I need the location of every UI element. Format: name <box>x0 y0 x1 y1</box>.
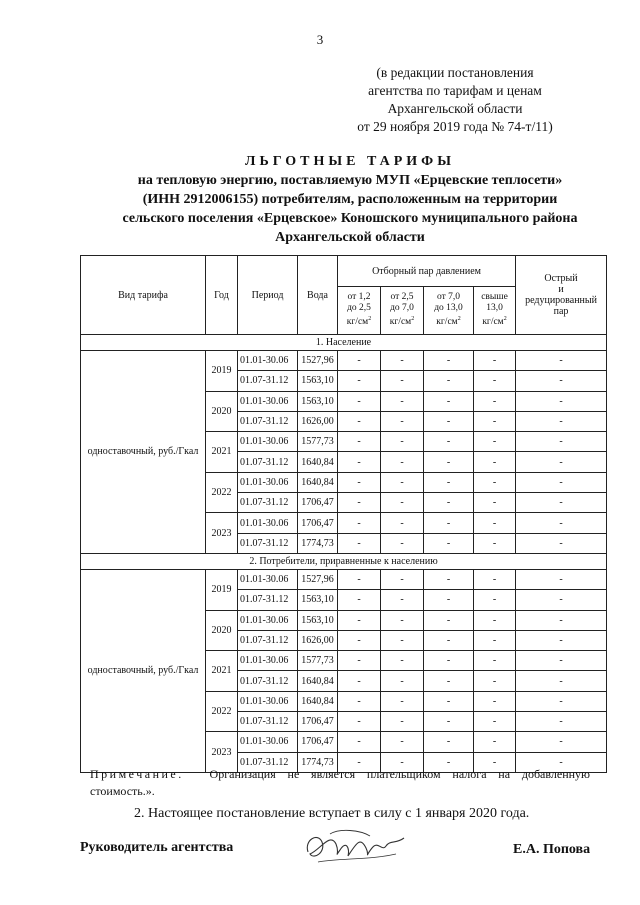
header-sharp-line: редуцированный <box>525 295 597 306</box>
year-cell: 2021 <box>206 651 238 692</box>
period-cell: 01.01-30.06 <box>238 472 298 492</box>
empty-tariff-cell: - <box>474 513 516 533</box>
header-steam-sub <box>381 287 424 335</box>
unit-text: кг/см <box>436 317 458 328</box>
empty-tariff-cell: - <box>381 472 424 492</box>
unit-text: кг/см <box>389 317 412 328</box>
empty-tariff-cell: - <box>424 472 474 492</box>
empty-tariff-cell: - <box>381 732 424 752</box>
unit-exponent: 2 <box>368 316 372 323</box>
water-tariff-cell: 1577,73 <box>298 651 338 671</box>
water-tariff-cell: 1640,84 <box>298 452 338 472</box>
note <box>90 766 590 800</box>
empty-tariff-cell: - <box>516 671 607 691</box>
water-tariff-cell: 1706,47 <box>298 732 338 752</box>
section-title: 2. Потребители, приравненные к населению <box>81 553 607 569</box>
water-tariff-cell: 1563,10 <box>298 371 338 391</box>
empty-tariff-cell: - <box>474 712 516 732</box>
empty-tariff-cell: - <box>474 472 516 492</box>
section-row <box>81 335 607 351</box>
water-tariff-cell: 1774,73 <box>298 533 338 553</box>
empty-tariff-cell: - <box>338 712 381 732</box>
empty-tariff-cell: - <box>338 671 381 691</box>
water-tariff-cell: 1706,47 <box>298 513 338 533</box>
water-tariff-cell: 1640,84 <box>298 472 338 492</box>
period-cell: 01.07-31.12 <box>238 752 298 772</box>
header-steam-sub <box>474 287 516 335</box>
empty-tariff-cell: - <box>424 671 474 691</box>
period-cell: 01.07-31.12 <box>238 411 298 431</box>
empty-tariff-cell: - <box>381 630 424 650</box>
water-tariff-cell: 1626,00 <box>298 411 338 431</box>
empty-tariff-cell: - <box>516 432 607 452</box>
empty-tariff-cell: - <box>516 452 607 472</box>
empty-tariff-cell: - <box>474 452 516 472</box>
redaction-line: агентства по тарифам и ценам <box>368 83 542 98</box>
empty-tariff-cell: - <box>338 472 381 492</box>
empty-tariff-cell: - <box>474 590 516 610</box>
header-steam-sub-unit <box>383 314 421 328</box>
empty-tariff-cell: - <box>424 569 474 589</box>
empty-tariff-cell: - <box>516 513 607 533</box>
empty-tariff-cell: - <box>474 533 516 553</box>
empty-tariff-cell: - <box>474 671 516 691</box>
empty-tariff-cell: - <box>516 732 607 752</box>
header-sharp-line: пар <box>553 306 569 317</box>
empty-tariff-cell: - <box>338 752 381 772</box>
empty-tariff-cell: - <box>474 351 516 371</box>
empty-tariff-cell: - <box>424 610 474 630</box>
unit-text: кг/см <box>346 317 369 328</box>
section-title: 1. Население <box>81 335 607 351</box>
empty-tariff-cell: - <box>424 371 474 391</box>
empty-tariff-cell: - <box>338 533 381 553</box>
empty-tariff-cell: - <box>474 411 516 431</box>
redaction-line: (в редакции постановления <box>376 65 534 80</box>
empty-tariff-cell: - <box>338 630 381 650</box>
empty-tariff-cell: - <box>381 513 424 533</box>
header-period: Период <box>238 256 298 335</box>
year-cell: 2023 <box>206 732 238 773</box>
empty-tariff-cell: - <box>381 351 424 371</box>
empty-tariff-cell: - <box>338 590 381 610</box>
empty-tariff-cell: - <box>474 691 516 711</box>
empty-tariff-cell: - <box>424 630 474 650</box>
empty-tariff-cell: - <box>424 391 474 411</box>
empty-tariff-cell: - <box>474 371 516 391</box>
empty-tariff-cell: - <box>424 732 474 752</box>
year-cell: 2020 <box>206 391 238 432</box>
empty-tariff-cell: - <box>516 411 607 431</box>
empty-tariff-cell: - <box>338 432 381 452</box>
empty-tariff-cell: - <box>381 569 424 589</box>
header-steam-sub <box>424 287 474 335</box>
empty-tariff-cell: - <box>516 712 607 732</box>
empty-tariff-cell: - <box>338 732 381 752</box>
empty-tariff-cell: - <box>474 569 516 589</box>
unit-exponent: 2 <box>503 316 507 323</box>
empty-tariff-cell: - <box>381 432 424 452</box>
year-cell: 2020 <box>206 610 238 651</box>
header-steam-sub-unit <box>426 314 471 328</box>
year-cell: 2021 <box>206 432 238 473</box>
period-cell: 01.01-30.06 <box>238 351 298 371</box>
redaction-note <box>330 64 580 136</box>
period-cell: 01.01-30.06 <box>238 432 298 452</box>
header-steam-sub-line: до 2,5 <box>347 303 371 314</box>
period-cell: 01.01-30.06 <box>238 513 298 533</box>
water-tariff-cell: 1577,73 <box>298 432 338 452</box>
empty-tariff-cell: - <box>516 590 607 610</box>
tariff-kind: одноставочный, руб./Гкал <box>81 569 206 772</box>
empty-tariff-cell: - <box>516 533 607 553</box>
empty-tariff-cell: - <box>516 651 607 671</box>
period-cell: 01.01-30.06 <box>238 651 298 671</box>
document-title <box>80 152 620 247</box>
empty-tariff-cell: - <box>474 493 516 513</box>
year-cell: 2019 <box>206 351 238 392</box>
page-number: 3 <box>316 32 324 47</box>
period-cell: 01.01-30.06 <box>238 732 298 752</box>
header-sharp-steam <box>516 256 607 335</box>
empty-tariff-cell: - <box>338 513 381 533</box>
header-steam: Отборный пар давлением <box>338 256 516 287</box>
title-line: сельского поселения «Ерцевское» Коношского муниципального района <box>122 211 578 226</box>
water-tariff-cell: 1527,96 <box>298 351 338 371</box>
header-steam-sub-line: от 2,5 <box>390 292 414 303</box>
empty-tariff-cell: - <box>516 371 607 391</box>
empty-tariff-cell: - <box>424 590 474 610</box>
water-tariff-cell: 1706,47 <box>298 712 338 732</box>
empty-tariff-cell: - <box>424 691 474 711</box>
unit-text: кг/см <box>482 317 504 328</box>
note-text: Организация не является плательщиком налога на добавленную стоимость.». <box>90 767 591 798</box>
empty-tariff-cell: - <box>424 351 474 371</box>
empty-tariff-cell: - <box>424 712 474 732</box>
empty-tariff-cell: - <box>516 391 607 411</box>
header-kind: Вид тарифа <box>81 256 206 335</box>
header-steam-sub-unit <box>476 314 513 328</box>
year-cell: 2023 <box>206 513 238 554</box>
redaction-line: от 29 ноября 2019 года № 74-т/11) <box>357 119 553 134</box>
empty-tariff-cell: - <box>516 351 607 371</box>
period-cell: 01.01-30.06 <box>238 391 298 411</box>
water-tariff-cell: 1626,00 <box>298 630 338 650</box>
empty-tariff-cell: - <box>424 493 474 513</box>
empty-tariff-cell: - <box>338 411 381 431</box>
tariff-kind: одноставочный, руб./Гкал <box>81 351 206 554</box>
empty-tariff-cell: - <box>338 691 381 711</box>
empty-tariff-cell: - <box>474 610 516 630</box>
empty-tariff-cell: - <box>424 432 474 452</box>
tariffs-table <box>80 255 607 773</box>
empty-tariff-cell: - <box>338 391 381 411</box>
water-tariff-cell: 1706,47 <box>298 493 338 513</box>
empty-tariff-cell: - <box>424 752 474 772</box>
header-steam-sub-line: 13,0 <box>486 303 503 314</box>
water-tariff-cell: 1563,10 <box>298 590 338 610</box>
header-steam-sub-line: от 1,2 <box>347 292 371 303</box>
empty-tariff-cell: - <box>338 569 381 589</box>
empty-tariff-cell: - <box>381 712 424 732</box>
period-cell: 01.07-31.12 <box>238 493 298 513</box>
empty-tariff-cell: - <box>381 493 424 513</box>
title-line: (ИНН 2912006155) потребителям, расположенным на территории <box>142 192 558 207</box>
header-water: Вода <box>298 256 338 335</box>
title-line: Архангельской области <box>275 230 425 245</box>
redaction-line: Архангельской области <box>387 101 523 116</box>
header-steam-sub-line: до 7,0 <box>390 303 414 314</box>
clause-2: 2. Настоящее постановление вступает в силу с 1 января 2020 года. <box>134 806 530 821</box>
empty-tariff-cell: - <box>381 533 424 553</box>
header-sharp-line: Острый <box>544 273 578 284</box>
empty-tariff-cell: - <box>424 651 474 671</box>
period-cell: 01.07-31.12 <box>238 671 298 691</box>
header-steam-sub-line: от 7,0 <box>436 292 461 303</box>
handwritten-signature <box>300 822 410 870</box>
empty-tariff-cell: - <box>338 610 381 630</box>
year-cell: 2022 <box>206 472 238 513</box>
empty-tariff-cell: - <box>474 752 516 772</box>
period-cell: 01.07-31.12 <box>238 371 298 391</box>
empty-tariff-cell: - <box>516 569 607 589</box>
empty-tariff-cell: - <box>338 651 381 671</box>
empty-tariff-cell: - <box>474 732 516 752</box>
empty-tariff-cell: - <box>424 513 474 533</box>
empty-tariff-cell: - <box>516 610 607 630</box>
empty-tariff-cell: - <box>381 452 424 472</box>
period-cell: 01.01-30.06 <box>238 569 298 589</box>
header-steam-sub-unit <box>340 314 378 328</box>
water-tariff-cell: 1563,10 <box>298 391 338 411</box>
title-line: на тепловую энергию, поставляемую МУП «Ерцевские теплосети» <box>137 173 563 188</box>
unit-exponent: 2 <box>457 316 461 323</box>
header-steam-sub-line: свыше <box>481 292 508 303</box>
empty-tariff-cell: - <box>338 371 381 391</box>
empty-tariff-cell: - <box>474 432 516 452</box>
table-row <box>81 351 607 371</box>
empty-tariff-cell: - <box>474 391 516 411</box>
period-cell: 01.07-31.12 <box>238 630 298 650</box>
empty-tariff-cell: - <box>381 651 424 671</box>
empty-tariff-cell: - <box>381 752 424 772</box>
header-steam-sub <box>338 287 381 335</box>
empty-tariff-cell: - <box>381 610 424 630</box>
period-cell: 01.07-31.12 <box>238 712 298 732</box>
period-cell: 01.07-31.12 <box>238 452 298 472</box>
title-main: ЛЬГОТНЫЕ ТАРИФЫ <box>245 154 455 169</box>
empty-tariff-cell: - <box>381 411 424 431</box>
signatory-name: Е.А. Попова <box>513 842 591 857</box>
empty-tariff-cell: - <box>424 452 474 472</box>
empty-tariff-cell: - <box>338 351 381 371</box>
empty-tariff-cell: - <box>474 651 516 671</box>
empty-tariff-cell: - <box>381 371 424 391</box>
year-cell: 2019 <box>206 569 238 610</box>
period-cell: 01.07-31.12 <box>238 533 298 553</box>
water-tariff-cell: 1527,96 <box>298 569 338 589</box>
empty-tariff-cell: - <box>381 671 424 691</box>
period-cell: 01.07-31.12 <box>238 590 298 610</box>
header-year: Год <box>206 256 238 335</box>
empty-tariff-cell: - <box>516 472 607 492</box>
water-tariff-cell: 1640,84 <box>298 671 338 691</box>
empty-tariff-cell: - <box>516 752 607 772</box>
period-cell: 01.01-30.06 <box>238 691 298 711</box>
empty-tariff-cell: - <box>424 411 474 431</box>
note-label: Примечание. <box>90 767 184 781</box>
empty-tariff-cell: - <box>474 630 516 650</box>
water-tariff-cell: 1640,84 <box>298 691 338 711</box>
header-steam-sub-line: до 13,0 <box>434 303 463 314</box>
empty-tariff-cell: - <box>338 452 381 472</box>
empty-tariff-cell: - <box>516 630 607 650</box>
year-cell: 2022 <box>206 691 238 732</box>
table-row <box>81 569 607 589</box>
water-tariff-cell: 1563,10 <box>298 610 338 630</box>
signatory-position: Руководитель агентства <box>80 840 234 855</box>
section-row <box>81 553 607 569</box>
water-tariff-cell: 1774,73 <box>298 752 338 772</box>
empty-tariff-cell: - <box>516 493 607 513</box>
empty-tariff-cell: - <box>381 590 424 610</box>
empty-tariff-cell: - <box>338 493 381 513</box>
period-cell: 01.01-30.06 <box>238 610 298 630</box>
empty-tariff-cell: - <box>381 391 424 411</box>
unit-exponent: 2 <box>411 316 415 323</box>
empty-tariff-cell: - <box>516 691 607 711</box>
empty-tariff-cell: - <box>381 691 424 711</box>
empty-tariff-cell: - <box>424 533 474 553</box>
header-sharp-line: и <box>558 284 564 295</box>
